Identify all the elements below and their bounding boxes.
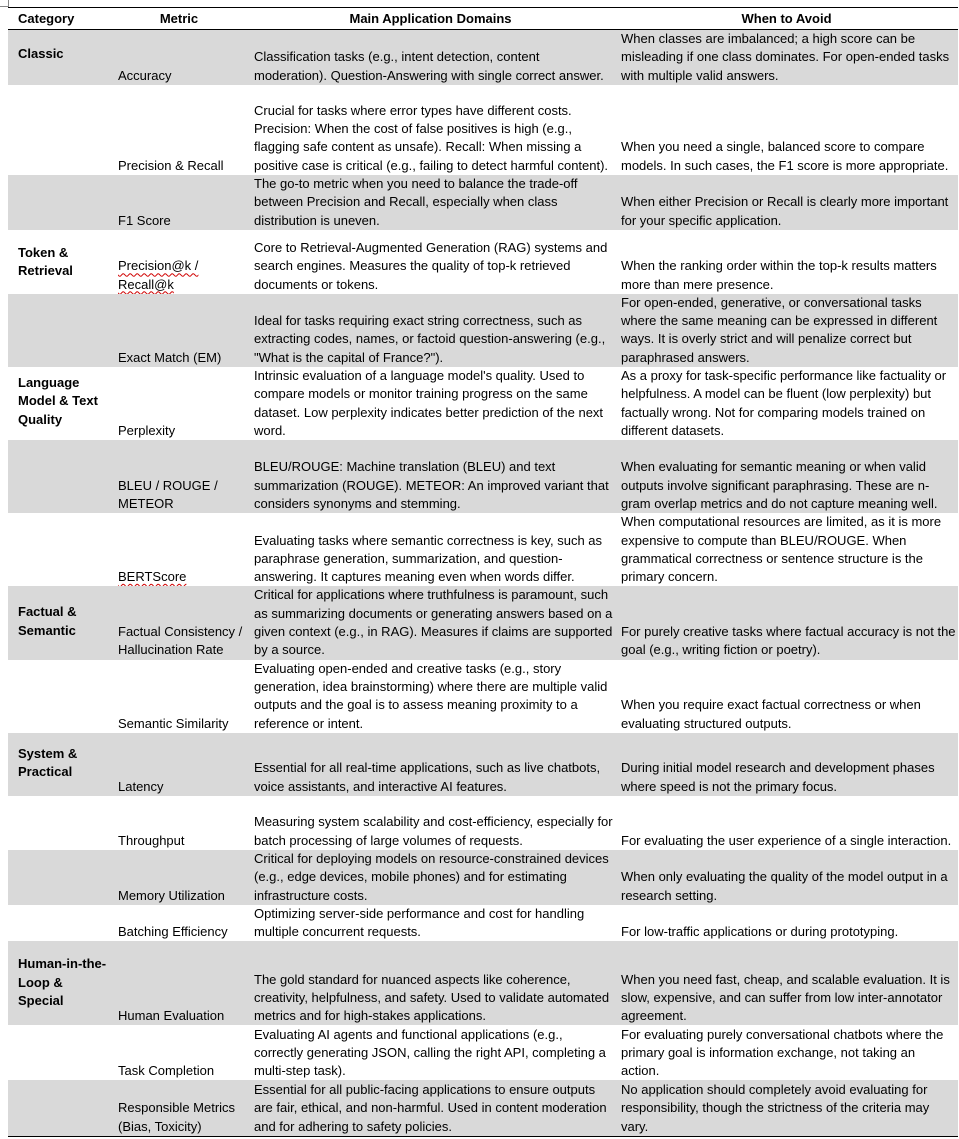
avoid-cell: For purely creative tasks where factual accuracy is not the goal (e.g., writing fiction or poetry). [615,586,958,659]
metric-cell: Throughput [118,832,185,848]
avoid-cell: When you need a single, balanced score to compare models. In such cases, the F1 score is more appropriate. [621,139,949,173]
metric-cell: Exact Match (EM) [112,294,246,367]
table-row [8,1025,958,1080]
metric-cell: Factual Consistency / Hallucination Rate [112,586,246,659]
category-cell [8,1080,112,1136]
header-avoid: When to Avoid [615,8,958,30]
category-cell [8,294,112,367]
table-row [8,230,958,294]
table-row [8,941,958,1025]
table-row [8,294,958,367]
domains-cell: Essential for all real-time applications, such as live chatbots, voice assistants, and interactive AI features. [246,733,615,796]
table-row [8,30,958,85]
table-row [8,796,958,850]
category-cell: Human-in-the-Loop & Special [8,941,112,1025]
domains-cell: Optimizing server-side performance and cost for handling multiple concurrent requests. [254,905,585,940]
avoid-cell: During initial model research and development phases where speed is not the primary focus. [615,733,958,796]
metric-cell: F1 Score [112,175,246,230]
category-cell [8,850,112,905]
category-cell: Factual & Semantic [8,586,112,659]
table-row [8,660,958,733]
domains-cell: Core to Retrieval-Augmented Generation (RAG) systems and search engines. Measures the quality of top-k retrieved documents or tokens. [254,240,608,292]
domains-cell: Classification tasks (e.g., intent detection, content moderation). Question-Answering with single correct answer. [246,30,615,85]
avoid-cell: No application should completely avoid evaluating for responsibility, though the strictness of the criteria may vary. [615,1080,958,1136]
avoid-cell: For low-traffic applications or during prototyping. [621,924,899,940]
category-cell [8,796,112,850]
metric-cell: Latency [112,733,246,796]
avoid-cell: When classes are imbalanced; a high score can be misleading if one class dominates. For open-ended tasks with multiple valid answers. [615,30,958,85]
table-row [8,905,958,942]
category-cell [8,85,112,175]
domains-cell: Evaluating open-ended and creative tasks (e.g., story generation, idea brainstorming) where there are multiple valid outputs and the goal is to assess meaning proximity to a reference or intent. [254,660,608,731]
metric-cell: Responsible Metrics (Bias, Toxicity) [112,1080,246,1136]
metric-cell: BLEU / ROUGE / METEOR [112,440,246,513]
avoid-cell: When computational resources are limited, as it is more expensive to compute than BLEU/ROUGE. When grammatical correctness or sentence structure is the primary concern. [621,514,942,585]
category-cell [8,513,112,586]
metrics-table [8,7,958,1137]
category-cell: System & Practical [8,733,112,796]
table-body [8,30,958,1137]
table-row [8,513,958,586]
metric-cell: Batching Efficiency [118,924,228,940]
avoid-cell: As a proxy for task-specific performance like factuality or helpfulness. A model can be fluent (low perplexity) but factually wrong. Not for comparing models trained on different datasets. [621,368,947,438]
metric-cell: Memory Utilization [112,850,246,905]
avoid-cell: When the ranking order within the top-k results matters more than mere presence. [621,258,937,292]
domains-cell: Intrinsic evaluation of a language model's quality. Used to compare models or monitor training progress on the same dataset. Low perplexity indicates better prediction of the next word. [254,368,604,438]
table-row [8,85,958,175]
category-cell: Classic [8,30,112,85]
metric-cell: Task Completion [118,1063,215,1079]
metric-cell: Accuracy [112,30,246,85]
category-cell [8,1025,112,1080]
avoid-cell: When only evaluating the quality of the model output in a research setting. [615,850,958,905]
domains-cell: The go-to metric when you need to balance the trade-off between Precision and Recall, especially when class distribution is uneven. [246,175,615,230]
metric-cell: Perplexity [118,422,176,438]
table-row [8,1080,958,1136]
corner-marker [0,0,9,7]
header-category: Category [8,8,112,30]
domains-cell: BLEU/ROUGE: Machine translation (BLEU) and text summarization (ROUGE). METEOR: An improved variant that considers synonyms and stemming. [246,440,615,513]
avoid-cell: When you require exact factual correctness or when evaluating structured outputs. [621,697,921,731]
avoid-cell: For evaluating purely conversational chatbots where the primary goal is information exchange, not taking an action. [621,1026,944,1079]
metric-cell: Precision@k / Recall@k [118,258,199,292]
category-cell [8,440,112,513]
category-cell [8,175,112,230]
avoid-cell: When you need fast, cheap, and scalable evaluation. It is slow, expensive, and can suffer from low inter-annotator agreement. [615,941,958,1025]
header-metric: Metric [112,8,246,30]
domains-cell: Essential for all public-facing applications to ensure outputs are fair, ethical, and non-harmful. Used in content moderation and for adhering to safety policies. [246,1080,615,1136]
domains-cell: Evaluating AI agents and functional applications (e.g., correctly generating JSON, calling the right API, completing a multi-step task). [254,1026,606,1079]
avoid-cell: When either Precision or Recall is clearly more important for your specific application. [615,175,958,230]
avoid-cell: For evaluating the user experience of a single interaction. [621,832,952,848]
domains-cell: Critical for applications where truthfulness is paramount, such as summarizing documents or generating answers based on a given context (e.g., in RAG). Measures if claims are supported by a source. [246,586,615,659]
domains-cell: Crucial for tasks where error types have different costs. Precision: When the cost of false positives is high (e.g., flagging safe content as unsafe). Recall: When missing a positive case is critical (e.g., failing to detect harmful content). [254,102,609,173]
avoid-cell: For open-ended, generative, or conversational tasks where the same meaning can be expressed in different ways. It is overly strict and will penalize correct but paraphrased answers. [615,294,958,367]
table-row [8,586,958,659]
domains-cell: Evaluating tasks where semantic correctness is key, such as paraphrase generation, summarization, and question-answering. It captures meaning even when words differ. [254,532,603,585]
domains-cell: Measuring system scalability and cost-efficiency, especially for batch processing of large volumes of requests. [254,814,613,848]
table-row [8,733,958,796]
header-row [8,8,958,30]
metric-cell: Semantic Similarity [118,715,229,731]
category-cell: Token & Retrieval [18,244,73,279]
domains-cell: Ideal for tasks requiring exact string correctness, such as extracting codes, names, or factoid question-answering (e.g., "What is the capital of France?"). [246,294,615,367]
table-row [8,850,958,905]
table-row [8,175,958,230]
table-row [8,440,958,513]
metric-cell: BERTScore [118,569,187,585]
domains-cell: Critical for deploying models on resource-constrained devices (e.g., edge devices, mobile phones) and for estimating infrastructure costs. [246,850,615,905]
metric-cell: Human Evaluation [112,941,246,1025]
category-cell: Language Model & Text Quality [18,375,98,427]
domains-cell: The gold standard for nuanced aspects like coherence, creativity, helpfulness, and safety. Used to validate automated metrics and for high-stakes applications. [246,941,615,1025]
avoid-cell: When evaluating for semantic meaning or when valid outputs involve significant paraphrasing. These are n-gram overlap metrics and do not capture meaning well. [615,440,958,513]
header-domains: Main Application Domains [246,8,615,30]
table-row [8,367,958,440]
metric-cell: Precision & Recall [118,157,224,173]
category-cell [8,905,112,942]
category-cell [8,660,112,733]
